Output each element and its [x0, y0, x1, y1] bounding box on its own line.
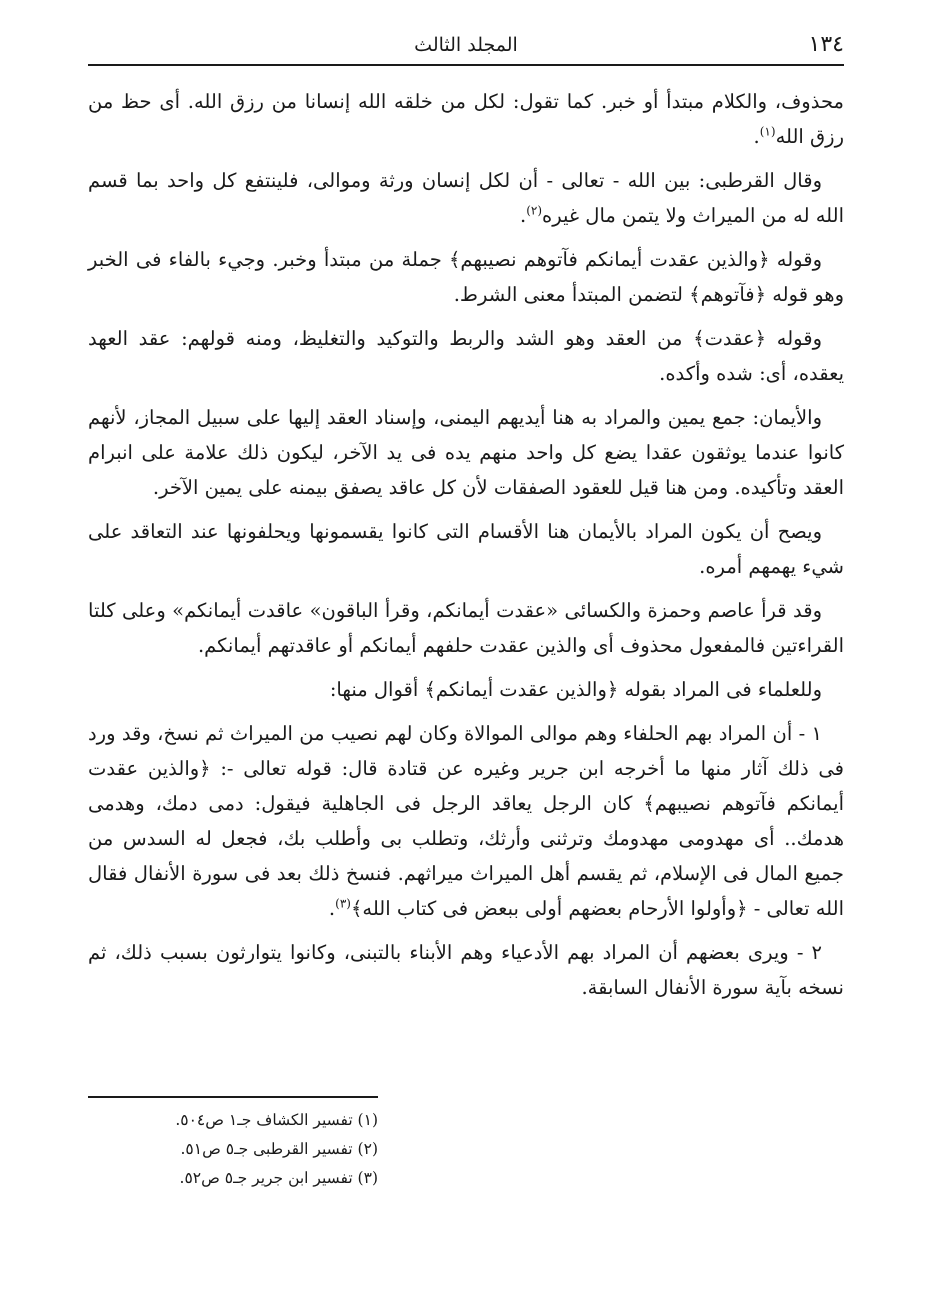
paragraph: ١ - أن المراد بهم الحلفاء وهم موالى الموالاة وكان لهم نصيب من الميراث ثم نسخ، وقد ورد فى ذلك آثار منها ما أخرجه ابن جرير وغيره عن قتادة قال: قوله تعالى -: ﴿والذين عقدت أيمانكم فآتوهم نصيبهم﴾ كان الرجل يعاقد الرجل فى الجاهلية فيقول: دمى دمك، وهدمى هدمك.. أى مهدومى مهدومك وترثنى وأرثك، وتطلب بى وأطلب بك، فجعل له السدس من جميع المال فى الإسلام، ثم يقسم أهل الميراث ميراثهم. فنسخ ذلك بعد فى سورة الأنفال فقال الله تعالى - ﴿وأولوا الأرحام بعضهم أولى ببعض فى كتاب الله﴾$^{(٣)}$. — [88, 722, 844, 920]
footnote: (٢) تفسير القرطبى جـ٥ ص٥١. — [180, 1140, 378, 1158]
paragraph: والأيمان: جمع يمين والمراد به هنا أيديهم اليمنى، وإسناد العقد إليها على سبيل المجاز، لأنهم كانوا عندما يوثقون عقدا يضع كل واحد منهم يده فى يد الآخر، ليكون ذلك علامة على انبرام العقد وتأكيده. ومن هنا قيل للعقود الصفقات لأن كل عاقد يصفق بيمنه على يمين الآخر. — [88, 406, 844, 499]
footnote: (١) تفسير الكشاف جـ١ ص٥٠٤. — [175, 1111, 378, 1129]
paragraph: ٢ - ويرى بعضهم أن المراد بهم الأدعياء وهم الأبناء بالتبنى، وكانوا يتوارثون بسبب ذلك، ثم نسخه بآية سورة الأنفال السابقة. — [88, 941, 844, 999]
paragraph: ويصح أن يكون المراد بالأيمان هنا الأقسام التى كانوا يقسمونها ويحلفونها عند التعاقد على شيء يهمهم أمره. — [88, 520, 844, 578]
body-text — [88, 84, 844, 1005]
footnote-ref: (٢) — [526, 203, 543, 218]
page-header — [88, 30, 844, 66]
paragraph: وقال القرطبى: بين الله - تعالى - أن لكل إنسان ورثة وموالى، فلينتفع كل واحد بما قسم الله له من الميراث ولا يتمن مال غيره$^{(٢)}$. — [88, 169, 844, 227]
volume-title: المجلد الثالث — [414, 34, 518, 56]
paragraph: محذوف، والكلام مبتدأ أو خبر. كما تقول: لكل من خلقه الله إنسانا من رزق الله. أى حظ من رزق الله$^{(١)}$. — [88, 90, 844, 148]
paragraph: وقوله ﴿عقدت﴾ من العقد وهو الشد والربط والتوكيد والتغليظ، ومنه قولهم: عقد العهد يعقده، أى: شده وأكده. — [88, 327, 844, 385]
paragraph: وللعلماء فى المراد بقوله ﴿والذين عقدت أيمانكم﴾ أقوال منها: — [329, 678, 822, 701]
book-page — [88, 30, 844, 1187]
footnote-ref: (١) — [759, 124, 776, 139]
paragraph: وقوله ﴿والذين عقدت أيمانكم فآتوهم نصيبهم﴾ جملة من مبتدأ وخبر. وجيء بالفاء فى الخبر وهو قوله ﴿فآتوهم﴾ لتضمن المبتدأ معنى الشرط. — [88, 248, 844, 306]
footnote-ref: (٣) — [335, 896, 351, 911]
footnote-divider — [88, 1096, 378, 1098]
page-number: ١٣٤ — [808, 32, 844, 57]
footnote: (٣) تفسير ابن جرير جـ٥ ص٥٢. — [179, 1169, 378, 1187]
paragraph: وقد قرأ عاصم وحمزة والكسائى «عقدت أيمانكم، وقرأ الباقون» عاقدت أيمانكم» وعلى كلتا القراءتين فالمفعول محذوف أى والذين عقدت حلفهم أيمانكم أو عاقدتهم أيمانكم. — [88, 599, 844, 657]
